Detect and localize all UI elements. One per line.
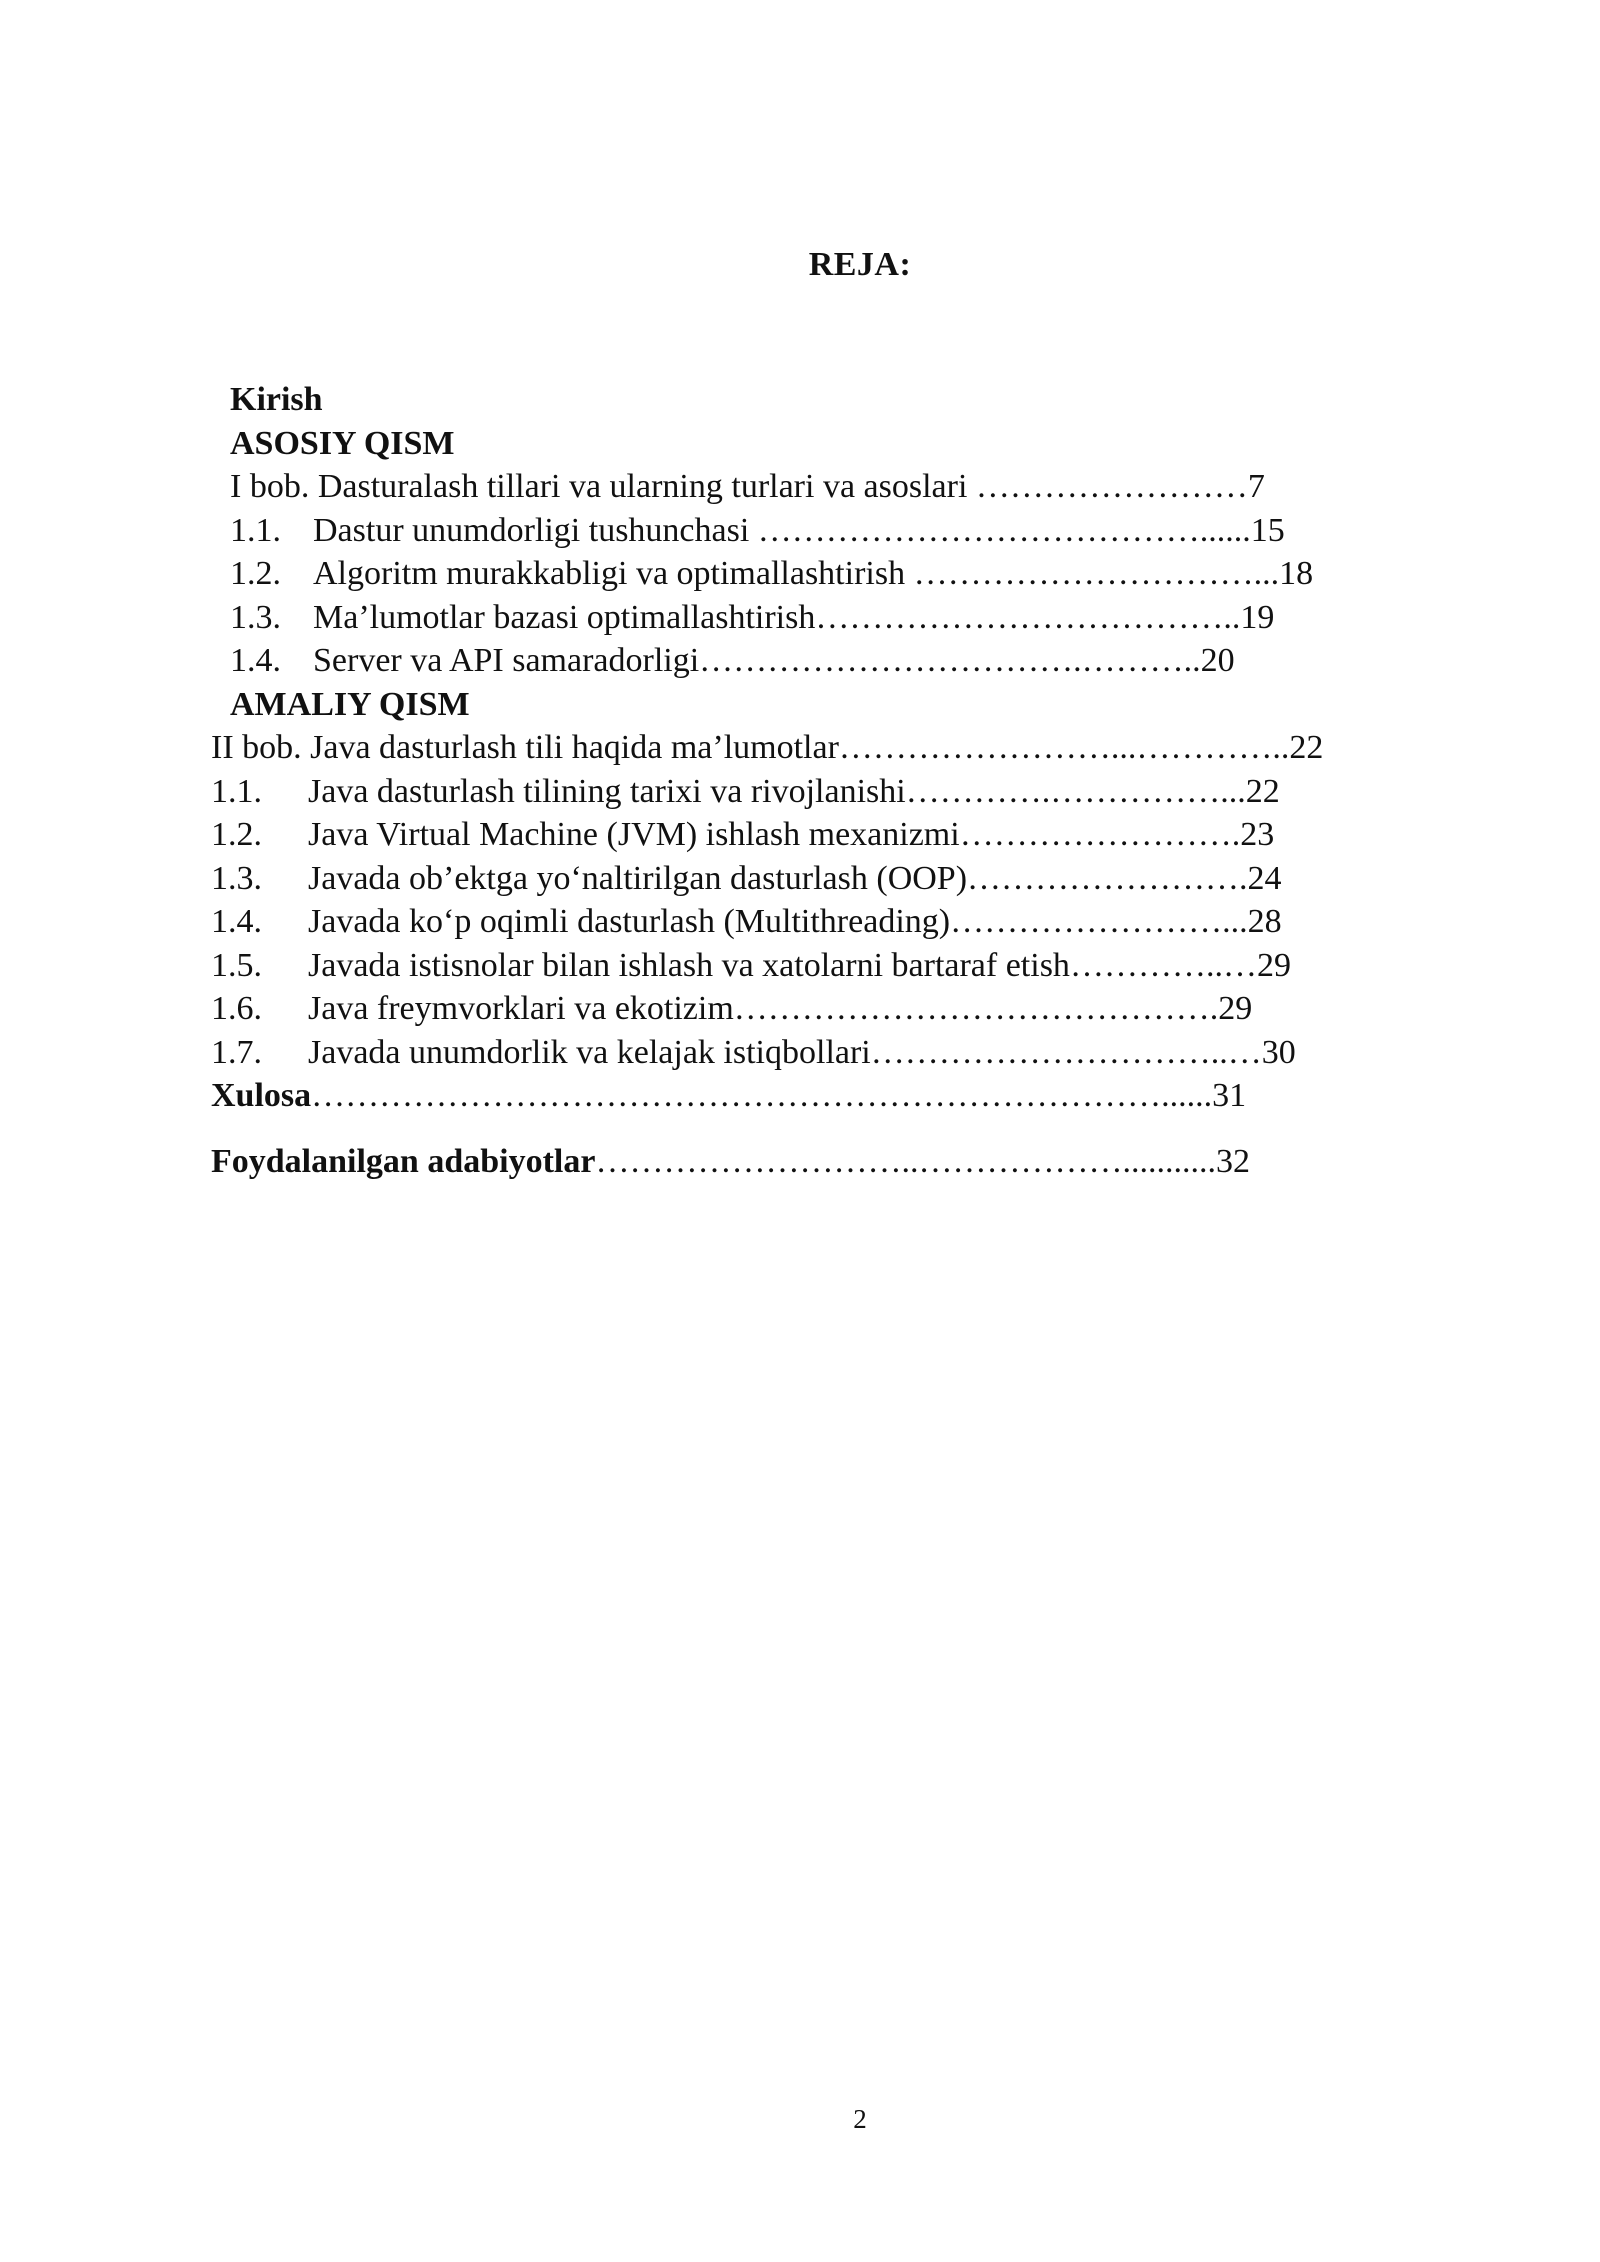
toc-entry-leader-dots: ……………………... — [950, 903, 1248, 940]
toc-entry-page-number: 23 — [1240, 816, 1275, 853]
toc-entry-leader-dots: …………………… — [975, 468, 1248, 505]
toc-entry — [0, 857, 1600, 901]
toc-entry-title: Java dasturlash tilining tarixi va rivojlanishi — [308, 772, 906, 810]
toc-entry-page-number: 15 — [1250, 511, 1285, 549]
toc-entry-page-number: 31 — [1212, 1077, 1247, 1114]
toc-entry — [0, 1031, 1600, 1075]
toc-entry-leader-dots: ……………………. — [959, 816, 1241, 853]
toc-entry-title: Kirish — [230, 381, 323, 418]
toc-entry — [0, 944, 1600, 988]
table-of-contents — [0, 378, 1600, 1183]
toc-entry-number: 1.1. — [230, 511, 281, 549]
toc-entry-title: Javada istisnolar bilan ishlash va xatolarni bartaraf etish — [308, 946, 1070, 984]
toc-entry — [0, 1140, 1600, 1184]
toc-entry-page-number: 29 — [1218, 990, 1253, 1027]
toc-entry-title: I bob. Dasturalash tillari va ularning turlari va asoslari — [230, 468, 976, 505]
toc-entry-leader-dots: …………………………………...... — [757, 511, 1251, 549]
toc-entry-title: Javada ko‘p oqimli dasturlash (Multithreading) — [308, 903, 951, 940]
toc-entry — [0, 422, 1600, 466]
toc-entry-title: Dastur unumdorligi tushunchasi — [313, 511, 758, 549]
toc-entry-leader-dots: ………….……………... — [905, 772, 1246, 810]
toc-entry-leader-dots: …………………………... — [913, 555, 1280, 592]
toc-entry-number: 1.2. — [211, 816, 262, 853]
toc-entry-number: 1.7. — [211, 1033, 262, 1071]
toc-entry — [0, 596, 1600, 640]
toc-entry-leader-dots: …………………………….……….. — [699, 642, 1201, 679]
toc-entry-title: Server va API samaradorligi — [313, 642, 700, 679]
toc-entry-leader-dots: …………………………..… — [870, 1033, 1262, 1071]
toc-entry-page-number: 29 — [1256, 946, 1291, 984]
toc-entry-page-number: 7 — [1247, 468, 1265, 505]
toc-entry-number: 1.1. — [211, 772, 262, 810]
toc-entry — [0, 552, 1600, 596]
toc-entry-title: Foydalanilgan adabiyotlar — [211, 1142, 596, 1180]
toc-entry-number: 1.2. — [230, 555, 281, 592]
toc-entry-page-number: 28 — [1247, 903, 1282, 940]
toc-entry-number: 1.3. — [230, 598, 281, 636]
toc-entry-page-number: 22 — [1245, 772, 1280, 810]
toc-entry-page-number: 30 — [1261, 1033, 1296, 1071]
toc-entry — [0, 509, 1600, 553]
toc-entry-page-number: 19 — [1240, 598, 1275, 636]
toc-entry-number: 1.4. — [230, 642, 281, 679]
toc-entry — [0, 770, 1600, 814]
toc-entry-leader-dots: ……………………...………….. — [838, 729, 1290, 766]
toc-entry-leader-dots: ……………………. — [967, 859, 1248, 897]
toc-entry-title: Xulosa — [211, 1077, 312, 1114]
toc-entry — [0, 726, 1600, 770]
toc-entry-title: ASOSIY QISM — [230, 424, 455, 462]
toc-entry — [0, 900, 1600, 944]
toc-entry — [0, 987, 1600, 1031]
toc-entry-page-number: 32 — [1215, 1142, 1250, 1180]
toc-entry-page-number: 18 — [1279, 555, 1314, 592]
toc-entry — [0, 465, 1600, 509]
toc-entry-page-number: 20 — [1200, 642, 1235, 679]
toc-entry-title: Java freymvorklari va ekotizim — [308, 990, 734, 1027]
toc-entry-title: Algoritm murakkabligi va optimallashtirish — [313, 555, 914, 592]
toc-entry — [0, 683, 1600, 727]
toc-entry-number: 1.4. — [211, 903, 262, 940]
page-title: REJA: — [808, 246, 912, 283]
toc-entry-number: 1.5. — [211, 946, 262, 984]
toc-entry-title: Javada ob’ektga yo‘naltirilgan dasturlash (OOP) — [308, 859, 968, 897]
toc-entry — [0, 378, 1600, 422]
toc-entry-leader-dots: …………..… — [1069, 946, 1257, 984]
toc-entry — [0, 1074, 1600, 1118]
toc-entry — [0, 813, 1600, 857]
toc-entry-title: II bob. Java dasturlash tili haqida ma’lumotlar — [211, 729, 839, 766]
toc-entry-leader-dots: ……………………………….. — [815, 598, 1241, 636]
toc-entry-page-number: 22 — [1289, 729, 1324, 766]
toc-entry-title: Javada unumdorlik va kelajak istiqbollari — [308, 1033, 871, 1071]
page-number: 2 — [853, 2104, 867, 2134]
toc-entry-title: Java Virtual Machine (JVM) ishlash mexanizmi — [308, 816, 960, 853]
toc-entry — [0, 639, 1600, 683]
toc-entry-number: 1.3. — [211, 859, 262, 897]
toc-entry-leader-dots: ………………………..………………........... — [595, 1142, 1216, 1180]
toc-entry-leader-dots: ……………………………………. — [733, 990, 1219, 1027]
toc-entry-title: Ma’lumotlar bazasi optimallashtirish — [313, 598, 816, 636]
toc-entry-title: AMALIY QISM — [230, 685, 470, 723]
toc-entry-leader-dots: …………………………………………………………………...... — [311, 1077, 1213, 1114]
toc-entry-number: 1.6. — [211, 990, 262, 1027]
toc-entry-page-number: 24 — [1247, 859, 1282, 897]
